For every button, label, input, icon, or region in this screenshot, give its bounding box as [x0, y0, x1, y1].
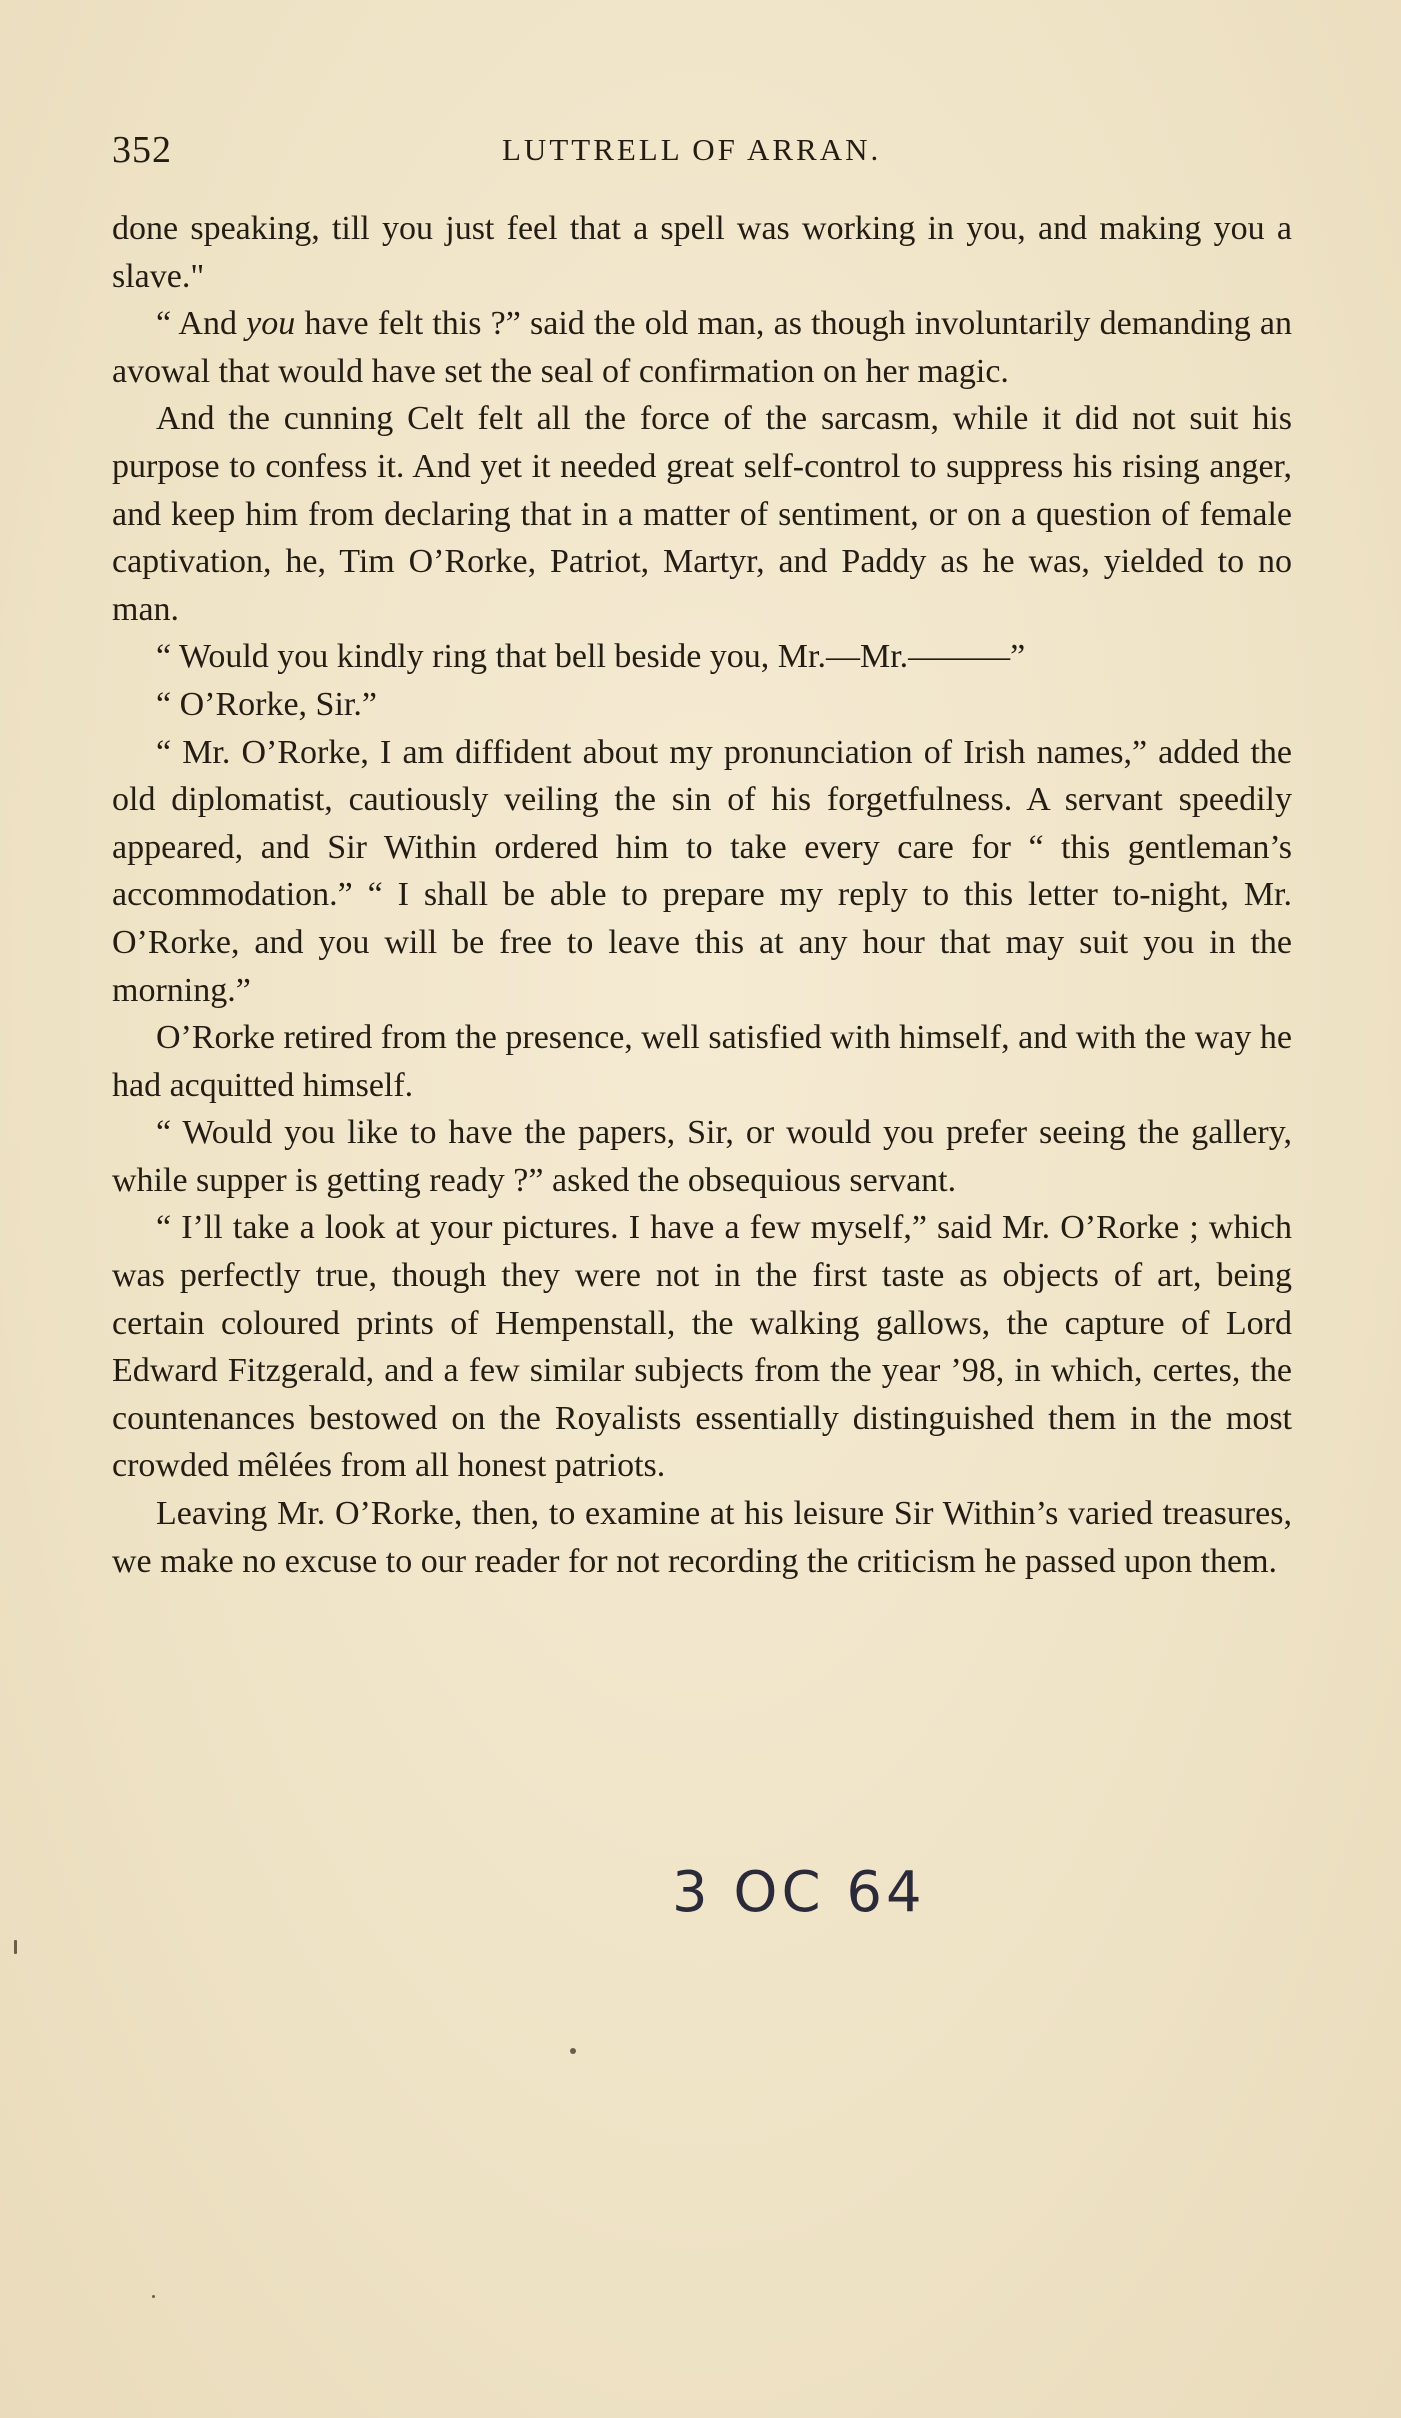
paragraph-7: O’Rorke retired from the presence, well satisfied with himself, and with the way he had acquitted himself.	[112, 1019, 1292, 1104]
paragraph-6: “ Mr. O’Rorke, I am diffident about my pronunciation of Irish names,” added the old diplomatist, cautiously veiling the sin of his forgetfulness. A servant speedily appeared, and Sir Within ordered him to take every care for “ this gentleman’s accommodation.” “ I shall be able to prepare my reply to this letter to-night, Mr. O’Rorke, and you will be free to leave this at any hour that may suit you in the morning.”	[112, 733, 1292, 1009]
paragraph-3: And the cunning Celt felt all the force of the sarcasm, while it did not suit his purpose to confess it. And yet it needed great self-control to suppress his rising anger, and keep him from declaring that in a matter of sentiment, or on a question of female captivation, he, Tim O’Rorke, Patriot, Martyr, and Paddy as he was, yielded to no man.	[112, 400, 1292, 628]
ink-speck	[570, 2048, 576, 2054]
paragraph-2-post: have felt this ?” said the old man, as though involuntarily demanding an avowal that would have set the seal of confirmation on her magic.	[112, 305, 1292, 390]
body-text	[112, 205, 1292, 1585]
library-date-stamp: 3 OC 64	[672, 1860, 926, 1925]
running-head: LUTTRELL OF ARRAN.	[502, 132, 882, 167]
ink-speck	[14, 1940, 17, 1954]
page-header	[112, 128, 1292, 188]
paragraph-2-pre: “ And	[156, 305, 247, 343]
paragraph-5: “ O’Rorke, Sir.”	[156, 685, 377, 723]
emphasis-you: you	[246, 305, 296, 343]
ink-speck	[152, 2295, 155, 2298]
paragraph-1: done speaking, till you just feel that a spell was working in you, and making you a slave."	[112, 210, 1292, 295]
paragraph-4: “ Would you kindly ring that bell beside you, Mr.—Mr.———”	[156, 638, 1026, 676]
paragraph-8: “ Would you like to have the papers, Sir, or would you prefer seeing the gallery, while supper is getting ready ?” asked the obsequious servant.	[112, 1114, 1292, 1199]
paragraph-9: “ I’ll take a look at your pictures. I have a few myself,” said Mr. O’Rorke ; which was perfectly true, though they were not in the first taste as objects of art, being certain coloured prints of Hempenstall, the walking gallows, the capture of Lord Edward Fitzgerald, and a few similar subjects from the year ’98, in which, certes, the countenances bestowed on the Royalists essentially distinguished them in the most crowded mêlées from all honest patriots.	[112, 1209, 1292, 1485]
paragraph-2	[112, 300, 1292, 395]
paragraph-10: Leaving Mr. O’Rorke, then, to examine at his leisure Sir Within’s varied treasures, we make no excuse to our reader for not recording the criticism he passed upon them.	[112, 1495, 1292, 1580]
page-number: 352	[112, 129, 172, 171]
